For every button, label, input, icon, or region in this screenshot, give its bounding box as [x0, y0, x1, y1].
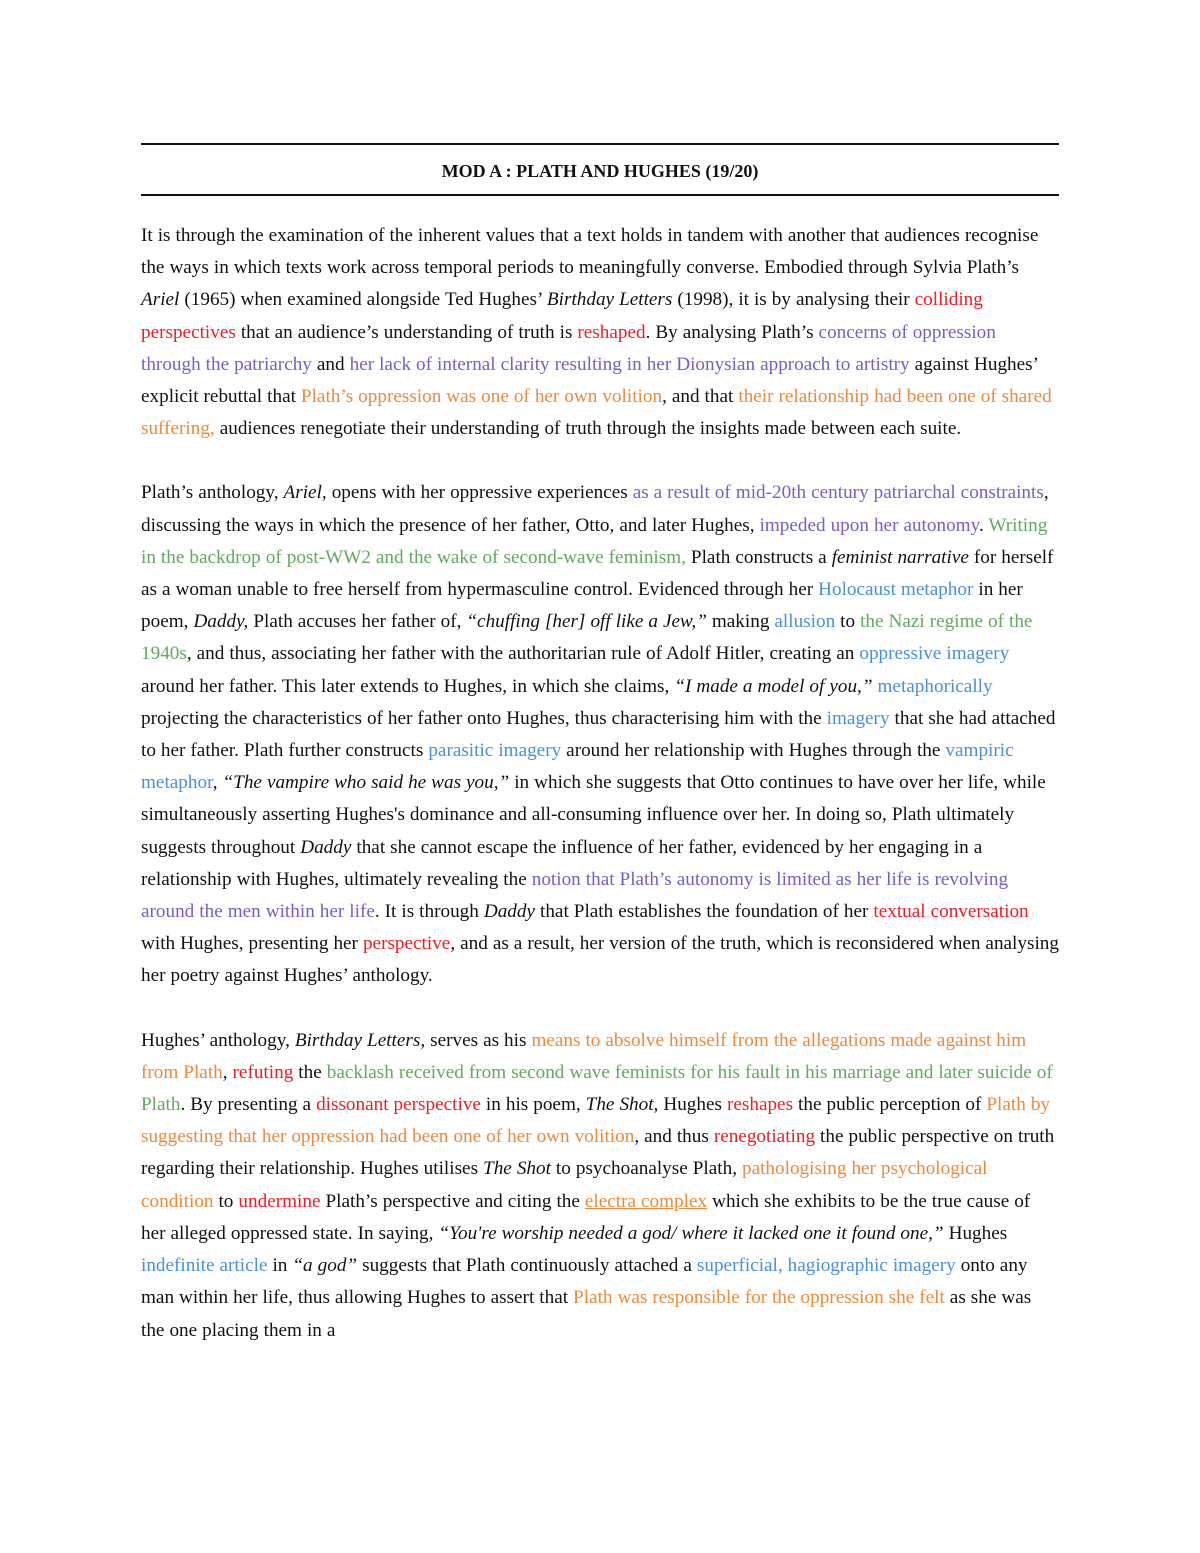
text-run: , and as a result, her version of the truth, which is reconsidered when analysing her poetry against Hughes’ anthology.: [141, 933, 1059, 987]
highlighted-phrase: renegotiating: [713, 1126, 816, 1148]
italic-quote: Birthday Letters,: [294, 1029, 426, 1051]
essay-body: [141, 220, 1059, 1347]
highlighted-phrase: means to absolve himself from the allegations made against him from Plath: [141, 1029, 1027, 1083]
text-run: that Plath establishes the foundation of her: [535, 901, 874, 923]
highlighted-phrase: as a result of mid-20th century patriarchal constraints: [632, 482, 1044, 504]
highlighted-phrase: vampiric metaphor: [141, 740, 1014, 794]
text-run: Plath’s anthology,: [141, 482, 284, 504]
italic-quote: “I made a model of you,”: [674, 675, 873, 697]
highlighted-phrase: impeded upon her autonomy: [759, 514, 979, 536]
text-run: Hughes: [658, 1094, 727, 1116]
highlighted-phrase: the Nazi regime of the 1940s: [141, 611, 1033, 665]
text-run: . By analysing Plath’s: [645, 321, 819, 343]
highlighted-phrase: backlash received from second wave feminists for his fault in his marriage and later suicide of Plath: [141, 1061, 1053, 1116]
highlighted-phrase: notion that Plath’s autonomy is limited as her life is revolving around the men within her life: [141, 868, 1009, 923]
highlighted-phrase: metaphorically: [877, 675, 993, 697]
text-run: against Hughes’ explicit rebuttal that: [141, 353, 1038, 408]
text-run: Hughes’ anthology,: [141, 1029, 295, 1051]
italic-quote: Daddy,: [193, 611, 249, 633]
text-run: .: [978, 514, 989, 536]
text-run: in her poem,: [141, 579, 1023, 633]
text-run: that she cannot escape the influence of her father, evidenced by her engaging in a relationship with Hughes, ultimately revealing the: [141, 836, 983, 890]
highlighted-phrase: their relationship had been one of shared suffering,: [141, 386, 1052, 440]
italic-quote: “The vampire who said he was you,”: [222, 772, 510, 794]
text-run: Hughes: [943, 1222, 1008, 1244]
text-run: to: [213, 1190, 239, 1212]
highlighted-phrase: parasitic imagery: [428, 740, 562, 762]
highlighted-phrase: pathologising her psychological condition: [141, 1158, 988, 1212]
italic-quote: The Shot,: [585, 1094, 659, 1116]
paragraph-plath: [141, 477, 1059, 992]
italic-quote: “a god”: [292, 1255, 358, 1277]
highlighted-phrase: concerns of oppression through the patriarchy: [141, 321, 996, 375]
italic-quote: Daddy: [483, 901, 536, 923]
text-run: , discussing the ways in which the presence of her father, Otto, and later Hughes,: [141, 482, 1049, 536]
highlighted-phrase: Plath was responsible for the oppression she felt: [573, 1287, 945, 1309]
text-run: to psychoanalyse Plath,: [550, 1158, 742, 1180]
document-page: [141, 143, 1059, 1379]
text-run: for herself as a woman unable to free herself from hypermasculine control. Evidenced through her: [141, 546, 1054, 601]
highlighted-phrase: textual conversation: [873, 901, 1029, 923]
highlighted-phrase: superficial, hagiographic imagery: [696, 1255, 956, 1277]
text-run: projecting the characteristics of her father onto Hughes, thus characterising him with the: [141, 707, 827, 729]
text-run: , and thus, associating her father with the authoritarian rule of Adolf Hitler, creating an: [186, 643, 860, 665]
italic-quote: “chuffing [her] off like a Jew,”: [466, 611, 707, 633]
text-run: the public perception of: [793, 1094, 987, 1116]
text-run: suggests that Plath continuously attached a: [357, 1255, 697, 1277]
text-run: around her father. This later extends to Hughes, in which she claims,: [141, 675, 675, 697]
text-run: serves as his: [425, 1029, 532, 1051]
text-run: ,: [222, 1061, 233, 1083]
italic-quote: Ariel,: [283, 482, 327, 504]
text-run: Plath constructs a: [685, 546, 832, 568]
text-run: in his poem,: [480, 1094, 586, 1116]
text-run: which she exhibits to be the true cause of her alleged oppressed state. In saying,: [141, 1190, 1031, 1244]
text-run: , and thus: [634, 1126, 714, 1148]
text-run: It is through the examination of the inherent values that a text holds in tandem with another that audiences recognise the ways in which texts work across temporal periods to meaningfully converse. Embodied through Sylvia Plath’s: [141, 225, 1039, 279]
text-run: the: [293, 1061, 327, 1083]
text-run: , and that: [662, 386, 739, 408]
italic-quote: “You're worship needed a god/ where it lacked one it found one,”: [438, 1222, 944, 1244]
page-title: MOD A : PLATH AND HUGHES (19/20): [441, 161, 759, 181]
highlighted-phrase: Holocaust metaphor: [818, 579, 974, 601]
text-run: audiences renegotiate their understanding of truth through the insights made between each suite.: [214, 418, 962, 440]
highlighted-phrase: imagery: [826, 707, 890, 729]
italic-quote: The Shot: [483, 1158, 551, 1180]
highlighted-phrase: Plath’s oppression was one of her own volition: [300, 386, 663, 408]
highlighted-phrase: dissonant perspective: [316, 1094, 481, 1116]
text-run: in: [267, 1255, 293, 1277]
text-run: . By presenting a: [180, 1094, 317, 1116]
highlighted-phrase: electra complex: [584, 1190, 708, 1212]
text-run: that she had attached to her father. Plath further constructs: [141, 707, 1056, 762]
text-run: (1998), it is by analysing their: [672, 289, 915, 311]
text-run: with Hughes, presenting her: [141, 933, 363, 955]
text-run: opens with her oppressive experiences: [326, 482, 633, 504]
text-run: as she was the one placing them in a: [141, 1287, 1032, 1341]
text-run: . It is through: [374, 901, 484, 923]
highlighted-phrase: colliding perspectives: [141, 289, 983, 343]
text-run: in which she suggests that Otto continues to have over her life, while simultaneously asserting Hughes's dominance and all-consuming influence over her. In doing so, Plath ultimately suggests throughout: [141, 772, 1046, 858]
text-run: (1965) when examined alongside Ted Hughes’: [179, 289, 547, 311]
text-run: to: [835, 611, 861, 633]
text-run: ,: [212, 772, 223, 794]
italic-quote: Daddy: [300, 836, 352, 858]
highlighted-phrase: reshaped: [577, 321, 646, 343]
highlighted-phrase: Writing in the backdrop of post-WW2 and the wake of second-wave feminism,: [141, 514, 1048, 568]
italic-quote: feminist narrative: [831, 546, 969, 568]
text-run: that an audience’s understanding of truth is: [235, 321, 578, 343]
paragraph-hughes: [141, 1025, 1059, 1347]
text-run: Plath accuses her father of,: [248, 611, 467, 633]
title-bottom-rule: [141, 194, 1059, 196]
highlighted-phrase: Plath by suggesting that her oppression had been one of her own volition: [141, 1094, 1051, 1148]
highlighted-phrase: perspective: [362, 933, 451, 955]
text-run: the public perspective on truth regarding their relationship. Hughes utilises: [141, 1126, 1055, 1180]
highlighted-phrase: oppressive imagery: [859, 643, 1010, 665]
highlighted-phrase: reshapes: [726, 1094, 794, 1116]
highlighted-phrase: refuting: [232, 1061, 294, 1083]
highlighted-phrase: her lack of internal clarity resulting in her Dionysian approach to artistry: [349, 353, 910, 375]
italic-quote: Ariel: [141, 289, 180, 311]
italic-quote: Birthday Letters: [546, 289, 673, 311]
highlighted-phrase: undermine: [238, 1190, 321, 1212]
paragraph-intro: [141, 220, 1059, 445]
text-run: onto any man within her life, thus allowing Hughes to assert that: [141, 1255, 1028, 1309]
text-run: and: [311, 353, 350, 375]
text-run: making: [706, 611, 775, 633]
text-run: Plath’s perspective and citing the: [320, 1190, 585, 1212]
text-run: around her relationship with Hughes through the: [561, 740, 946, 762]
highlighted-phrase: allusion: [774, 611, 836, 633]
highlighted-phrase: indefinite article: [141, 1255, 268, 1277]
